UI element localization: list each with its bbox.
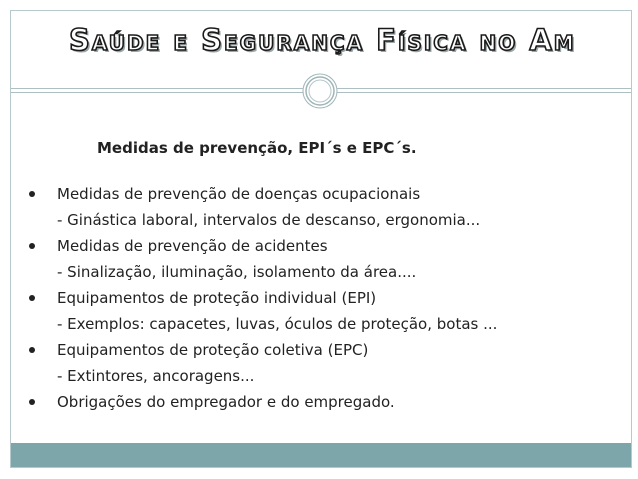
bullet-item: [11, 389, 631, 415]
bullet-item: [11, 337, 631, 389]
bullet-dot-icon: [29, 347, 35, 353]
slide-title: Saúde e Segurança Física no Am: [69, 23, 576, 57]
footer-bar: [11, 443, 631, 467]
slide: [10, 10, 632, 468]
bullet-dot-icon: [29, 295, 35, 301]
bullet-subtext: - Sinalização, iluminação, isolamento da área....: [57, 263, 417, 281]
bullet-text: Equipamentos de proteção coletiva (EPC): [57, 341, 369, 359]
bullet-item: [11, 233, 631, 285]
bullet-list: [11, 181, 631, 415]
bullet-text: Medidas de prevenção de acidentes: [57, 237, 328, 255]
bullet-subtext: - Ginástica laboral, intervalos de descanso, ergonomia...: [57, 211, 481, 229]
bullet-text: Obrigações do empregador e do empregado.: [57, 393, 395, 411]
bullet-subtext: - Extintores, ancoragens...: [57, 367, 255, 385]
bullet-dot-icon: [29, 399, 35, 405]
slide-subheading: Medidas de prevenção, EPI´s e EPC´s.: [97, 139, 417, 157]
bullet-dot-icon: [29, 191, 35, 197]
bullet-item: [11, 181, 631, 233]
bullet-subtext: - Exemplos: capacetes, luvas, óculos de proteção, botas ...: [57, 315, 498, 333]
bullet-dot-icon: [29, 243, 35, 249]
bullet-text: Medidas de prevenção de doenças ocupacionais: [57, 185, 421, 203]
bullet-text: Equipamentos de proteção individual (EPI): [57, 289, 377, 307]
bullet-item: [11, 285, 631, 337]
circle-ornament-icon: [302, 73, 338, 109]
